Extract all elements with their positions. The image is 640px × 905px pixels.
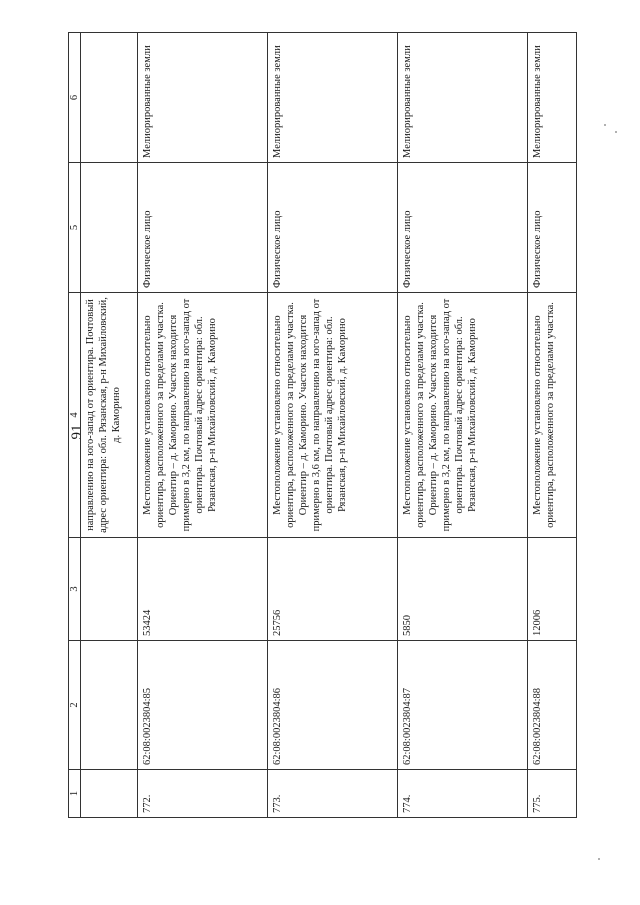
- table-row-continuation: [81, 33, 138, 818]
- cell-location: Местоположение установлено относительно ориентира, расположенного за пределами участка. Ориентир – д. Каморино. Участок находится примерно в 3,2 км, по направлению на юго-запад от ориентира. Почтовый адрес ориентира: обл. Рязанская, р-н Михайловский, д. Каморино: [138, 293, 268, 538]
- column-header: 2: [69, 641, 81, 770]
- cell-number: 774.: [398, 770, 528, 818]
- cell-cadastral: 62:08:0023804:86: [268, 641, 398, 770]
- column-header: 6: [69, 33, 81, 163]
- cell-area: 53424: [138, 538, 268, 641]
- table-row: [398, 33, 528, 818]
- scan-speck: [615, 131, 617, 133]
- cell-owner: Физическое лицо: [528, 163, 577, 293]
- cell-area: [81, 538, 138, 641]
- cell-category: Мелиорированные земли: [398, 33, 528, 163]
- cell-cadastral: [81, 641, 138, 770]
- cell-owner: Физическое лицо: [398, 163, 528, 293]
- cell-area: 5850: [398, 538, 528, 641]
- cell-owner: [81, 163, 138, 293]
- column-header: 3: [69, 538, 81, 641]
- cell-number: 772.: [138, 770, 268, 818]
- cell-location: Местоположение установлено относительно ориентира, расположенного за пределами участка. Ориентир – д. Каморино. Участок находится примерно в 3,6 км, по направлению на юго-запад от ориентира. Почтовый адрес ориентира: обл. Рязанская, р-н Михайловский, д. Каморино: [268, 293, 398, 538]
- page-number: 91: [69, 424, 85, 440]
- cell-category: Мелиорированные земли: [138, 33, 268, 163]
- cell-cadastral: 62:08:0023804:85: [138, 641, 268, 770]
- cell-number: [81, 770, 138, 818]
- rotated-table-container: [68, 33, 576, 818]
- cell-location: направлению на юго-запад от ориентира. Почтовый адрес ориентира: обл. Рязанская, р-н Михайловский, д. Каморино: [81, 293, 138, 538]
- table-row: [528, 33, 577, 818]
- cell-location: Местоположение установлено относительно ориентира, расположенного за пределами участка. Ориентир – д. Каморино. Участок находится примерно в 3,2 км, по направлению на юго-запад от ориентира. Почтовый адрес ориентира: обл. Рязанская, р-н Михайловский, д. Каморино: [398, 293, 528, 538]
- cell-location: Местоположение установлено относительно ориентира, расположенного за пределами участка.: [528, 293, 577, 538]
- scan-speck: [604, 124, 606, 126]
- cell-owner: Физическое лицо: [138, 163, 268, 293]
- cell-number: 775.: [528, 770, 577, 818]
- cell-area: 25756: [268, 538, 398, 641]
- scan-speck: [598, 858, 600, 860]
- land-plots-table: [68, 32, 577, 818]
- column-header: 5: [69, 163, 81, 293]
- cell-cadastral: 62:08:0023804:88: [528, 641, 577, 770]
- column-numbers-row: [69, 33, 81, 818]
- cell-category: Мелиорированные земли: [268, 33, 398, 163]
- cell-category: [81, 33, 138, 163]
- cell-cadastral: 62:08:0023804:87: [398, 641, 528, 770]
- cell-number: 773.: [268, 770, 398, 818]
- column-header: 1: [69, 770, 81, 818]
- table-row: [268, 33, 398, 818]
- cell-category: Мелиорированные земли: [528, 33, 577, 163]
- column-header: 4: [69, 293, 81, 538]
- cell-area: 12006: [528, 538, 577, 641]
- cell-owner: Физическое лицо: [268, 163, 398, 293]
- table-row: [138, 33, 268, 818]
